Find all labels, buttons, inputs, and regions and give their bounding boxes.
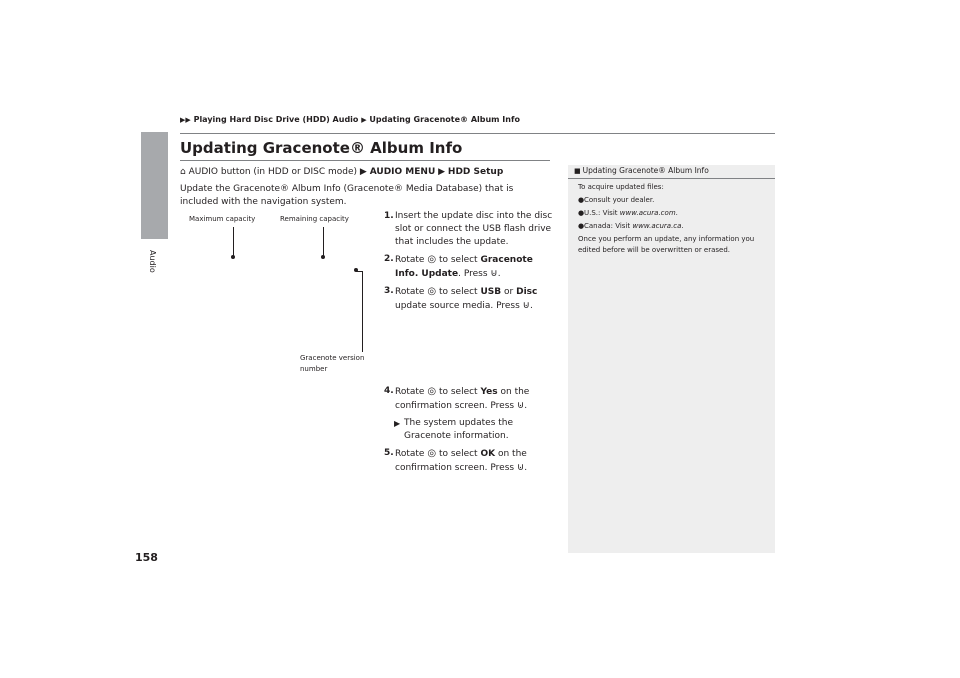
gracenote-version-label: Gracenote version number [300,354,365,373]
us-website-link[interactable]: www.acura.com [619,209,676,217]
max-capacity-label: Maximum capacity [189,215,256,223]
menu-path [180,167,503,177]
figure-spacer [384,317,554,385]
rotary-knob-icon: ◎ [427,286,437,297]
step-option: Yes [480,387,498,397]
step-text: to select [438,387,478,397]
bullet-icon: ● [578,222,585,230]
step-text: on the confirmation screen. Press [395,387,530,411]
breadcrumb-arrow-icon: ▶ [361,116,367,124]
step-text: to select [438,449,478,459]
home-icon: ⌂ [180,167,186,177]
step-option: Gracenote Info. Update [395,255,533,279]
callout-line [233,227,234,257]
header-divider [180,133,775,134]
section-tab [141,132,168,239]
section-tab-label: Audio [148,250,157,273]
menu-path-setup: HDD Setup [447,167,504,177]
note-lead: To acquire updated files: [578,183,664,191]
step-4-result [384,417,554,443]
note-bullet-text: U.S.: Visit [584,209,618,217]
page-title: Updating Gracenote® Album Info [180,139,463,157]
note-bullet [578,195,770,206]
step-text: to select [438,287,478,297]
step-3: 3. Rotate ◎ to select USB or Disc update source media. Press ⊍. [384,286,538,311]
arrow-icon: ▶ [394,419,401,428]
title-divider [180,160,550,161]
step-number: 3. [384,286,394,296]
press-knob-icon: ⊍ [516,462,525,473]
step-text: update source media. Press [395,301,520,311]
note-divider [568,178,775,179]
step-list [384,210,554,479]
step-text: Insert the update disc into the disc slot or connect the USB flash drive that includes the update. [395,211,553,247]
step-option: Disc [516,287,538,297]
bullet-icon: ● [578,209,585,217]
breadcrumb [180,115,520,124]
step-4: 4. Rotate ◎ to select Yes on the confirmation screen. Press ⊍. [384,386,530,411]
menu-path-prefix: AUDIO button (in HDD or DISC mode) [188,167,358,177]
note-bullet-text: Canada: Visit [584,222,631,230]
press-knob-icon: ⊍ [522,300,530,311]
note-icon: ■ [574,167,581,175]
step-number: 4. [384,386,394,396]
step-1 [384,210,554,249]
note-bullet: ●U.S.: Visit www.acura.com. [578,209,678,217]
arrow-icon: ▶ [359,167,367,177]
press-knob-icon: ⊍ [490,268,498,279]
note-bullet: ●Canada: Visit www.acura.ca. [578,222,684,230]
note-title: Updating Gracenote® Album Info [582,166,709,175]
bullet-icon: ● [578,196,585,204]
step-text: Rotate [395,255,425,265]
rotary-knob-icon: ◎ [427,254,437,265]
breadcrumb-arrow-icon: ▶▶ [180,116,191,124]
rotary-knob-icon: ◎ [427,386,437,397]
step-text: Rotate [395,449,425,459]
step-text: Rotate [395,387,425,397]
step-result-text: The system updates the Gracenote information. [404,418,514,441]
callout-dot [231,255,235,259]
rotary-knob-icon: ◎ [427,448,437,459]
callout-dot [321,255,325,259]
intro-text: Update the Gracenote® Album Info (Gracenote® Media Database) that is included with the navigation system. [180,184,514,207]
note-bullet-text: Consult your dealer. [584,196,655,204]
step-text: or [504,287,514,297]
step-text: Rotate [395,287,425,297]
step-text: to select [438,255,478,265]
arrow-icon: ▶ [438,167,446,177]
page-number: 158 [135,551,158,564]
step-2: 2. Rotate ◎ to select Gracenote Info. Update. Press ⊍. [384,254,533,279]
press-knob-icon: ⊍ [516,400,525,411]
step-option: USB [480,287,502,297]
step-text: . Press [458,269,488,279]
step-5: 5. Rotate ◎ to select OK on the confirmation screen. Press ⊍. [384,448,528,473]
canada-website-link[interactable]: www.acura.ca [632,222,682,230]
step-option: OK [480,449,496,459]
step-number: 5. [384,448,394,458]
callout-line [323,227,324,257]
breadcrumb-section[interactable]: Playing Hard Disc Drive (HDD) Audio [193,115,359,124]
step-number: 2. [384,254,394,264]
note-footer: Once you perform an update, any information you edited before will be overwritten or erased. [578,235,755,254]
callout-line [362,272,363,352]
breadcrumb-page: Updating Gracenote® Album Info [369,115,520,124]
step-number: 1. [384,211,394,221]
menu-path-menu: AUDIO MENU [369,167,436,177]
note-body [578,182,770,258]
step-text: on the confirmation screen. Press [395,449,527,473]
note-header [574,166,709,175]
callout-line [356,271,363,272]
remaining-capacity-label: Remaining capacity [280,215,349,223]
